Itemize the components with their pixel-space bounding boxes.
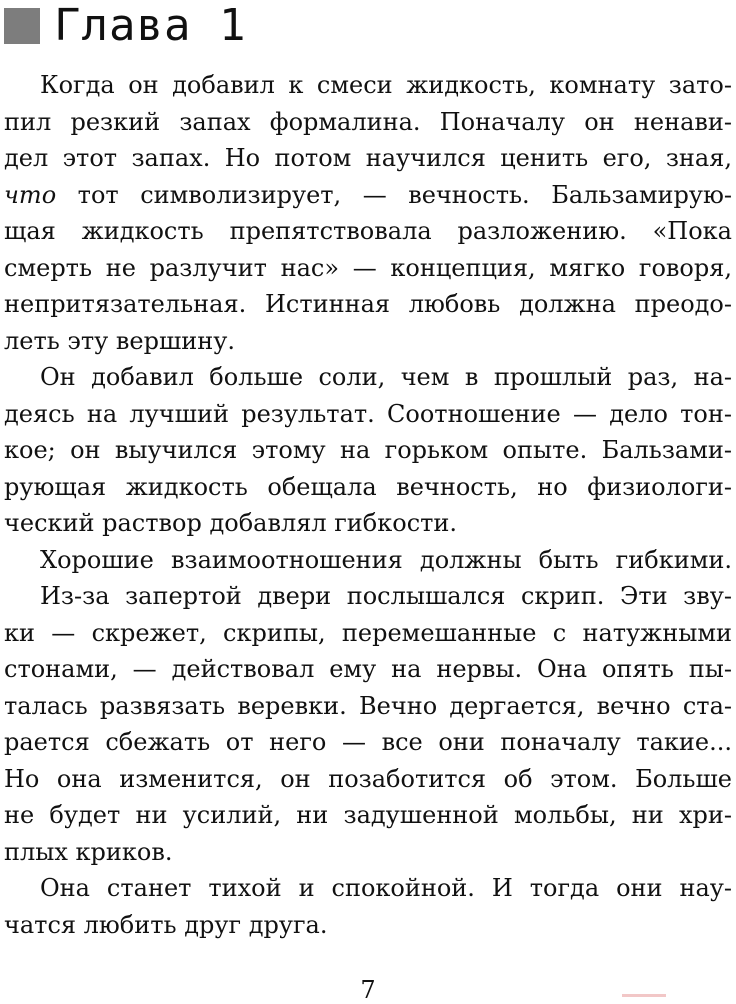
text-line: Хорошие взаимоотношения должны быть гибкими. xyxy=(40,545,732,574)
text-line: Когда он добавил к смеси жидкость, комнату зато- xyxy=(40,71,732,99)
page-number: 7 xyxy=(360,976,376,1004)
text-line: ки — скрежет, скрипы, перемешанные с натужными xyxy=(4,618,732,647)
text-line: пил резкий запах формалина. Поначалу он ненави- xyxy=(4,107,732,136)
text-line: щая жидкость препятствовала разложению. «Пока xyxy=(4,217,732,245)
text-line: леть эту вершину. xyxy=(4,326,236,355)
text-line: непритязательная. Истинная любовь должна преодо- xyxy=(4,290,732,318)
text-line: Он добавил больше соли, чем в прошлый раз, на- xyxy=(40,363,732,391)
text-line: кое; он выучился этому на горьком опыте. Бальзами- xyxy=(4,436,732,464)
text-line: талась развязать веревки. Вечно дергается, вечно ста- xyxy=(4,691,732,720)
text-line: чатся любить друг друга. xyxy=(4,910,328,939)
text-line: смерть не разлучит нас» — концепция, мягко говоря, xyxy=(4,253,732,282)
italic-word: что xyxy=(4,180,57,209)
chapter-header xyxy=(4,2,246,50)
text-line: не будет ни усилий, ни задушенной мольбы, ни хри- xyxy=(4,801,732,829)
text-line: ческий раствор добавлял гибкости. xyxy=(4,509,458,537)
text-line: стонами, — действовал ему на нервы. Она опять пы- xyxy=(4,655,732,683)
text-line: Из-за запертой двери послышался скрип. Эти зву- xyxy=(40,582,732,610)
text-line xyxy=(4,177,732,214)
chapter-square-icon xyxy=(4,8,40,44)
text-line: Она станет тихой и спокойной. И тогда они нау- xyxy=(40,874,732,902)
text-line: плых криков. xyxy=(4,837,173,866)
text-line: дел этот запах. Но потом научился ценить его, зная, xyxy=(4,144,732,172)
text-line-rest: тот символизирует, — вечность. Бальзамирую- xyxy=(56,180,732,209)
corner-mark xyxy=(622,994,666,997)
text-line: рается сбежать от него — все они поначалу такие... xyxy=(4,728,732,756)
text-line: рующая жидкость обещала вечность, но физиологи- xyxy=(4,472,732,501)
body-text xyxy=(4,67,732,943)
text-line: Но она изменится, он позаботится об этом. Больше xyxy=(4,764,732,793)
text-line: деясь на лучший результат. Соотношение — дело тон- xyxy=(4,399,732,428)
chapter-title: Глава 1 xyxy=(54,0,247,51)
